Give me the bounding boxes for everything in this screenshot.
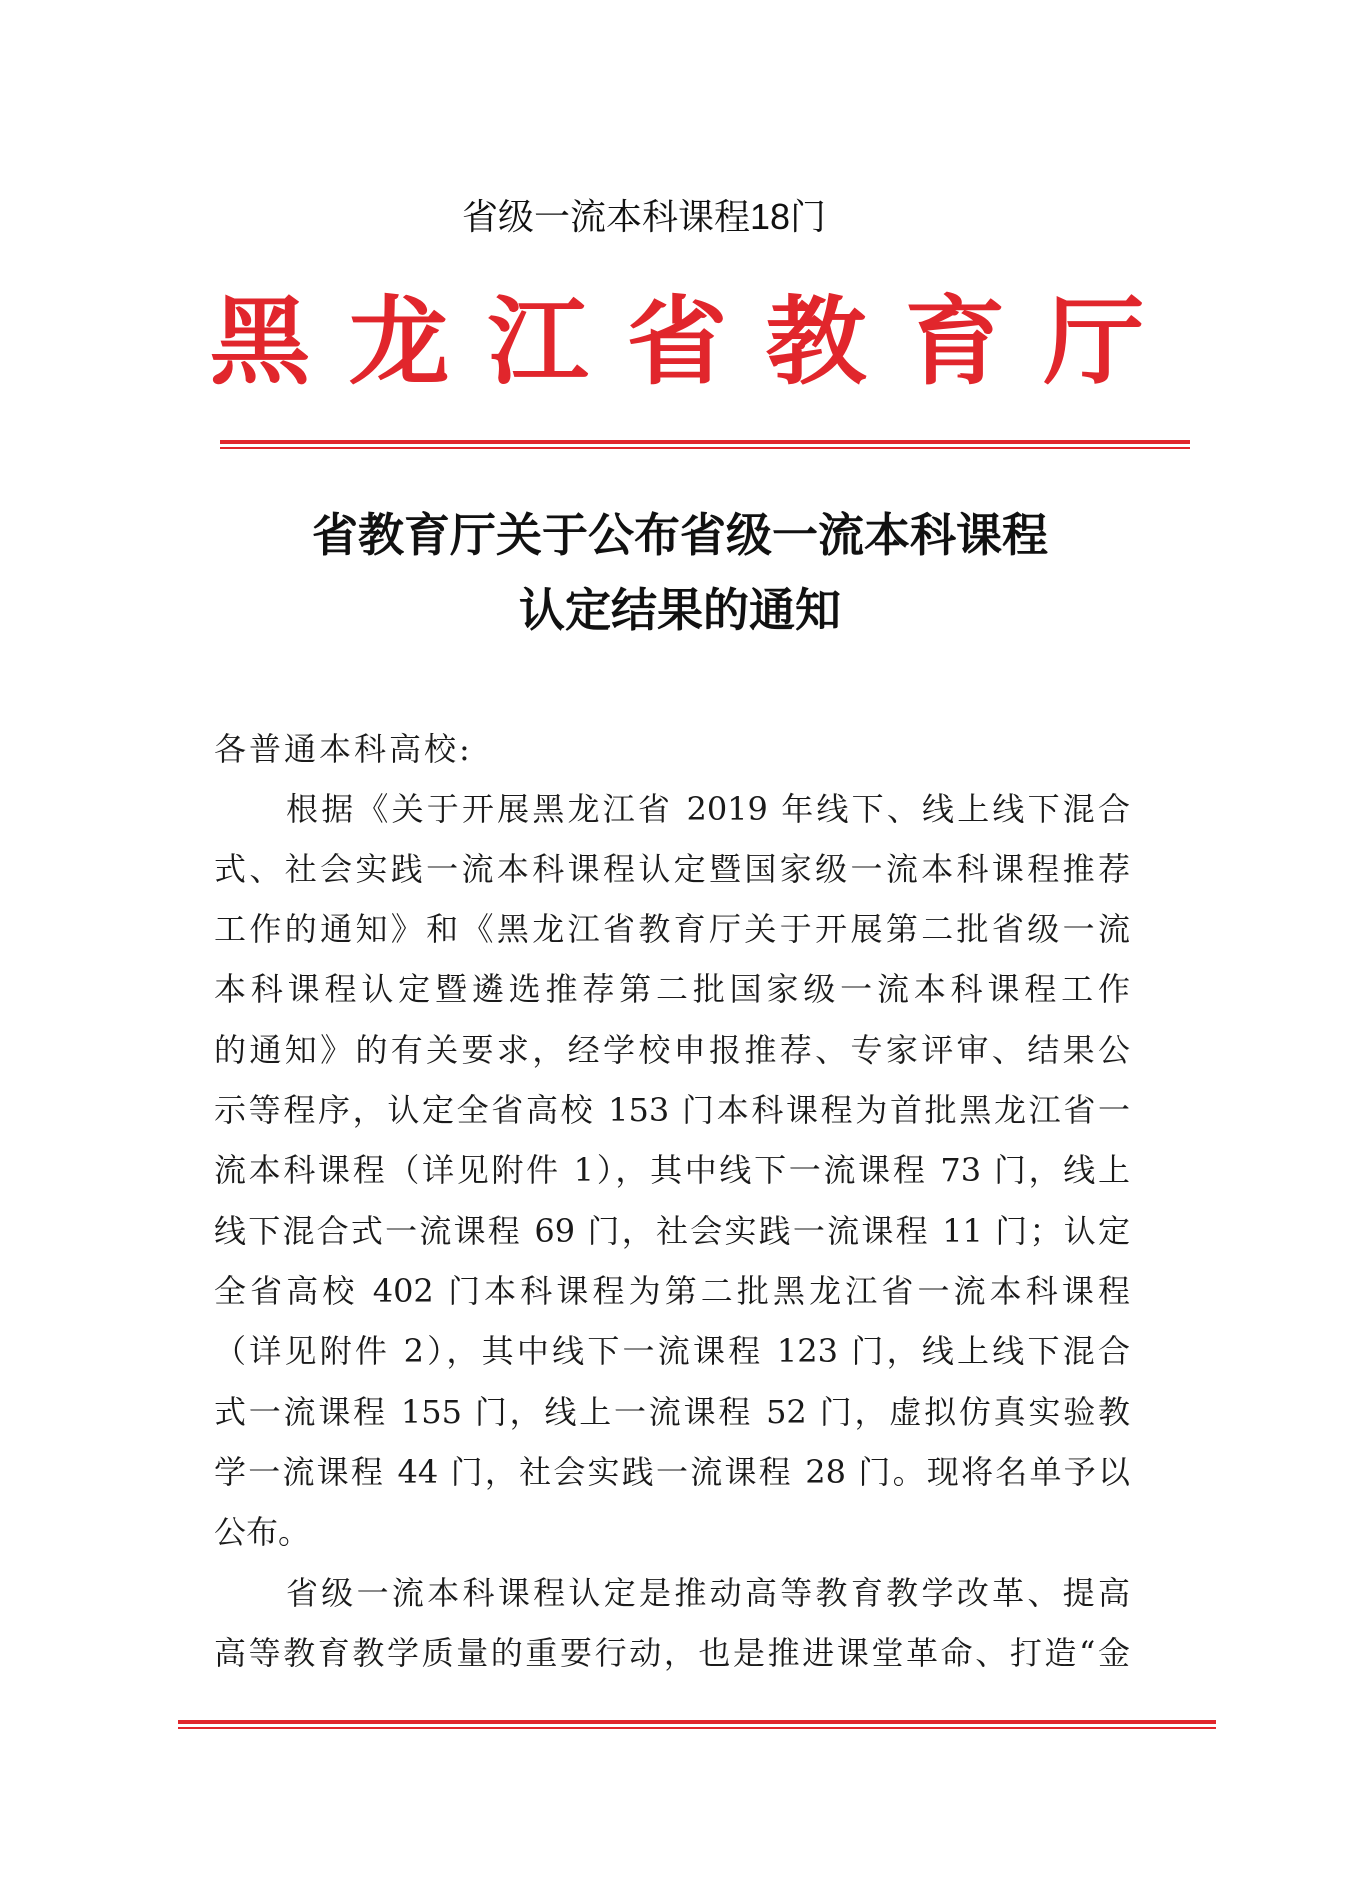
body-line: 工作的通知》和《黑龙江省教育厅关于开展第二批省级一流 bbox=[214, 910, 1130, 948]
body-line: 流本科课程（详见附件 1），其中线下一流课程 73 门，线上 bbox=[214, 1151, 1130, 1189]
masthead-char: 龙 bbox=[348, 285, 450, 398]
body-line: 本科课程认定暨遴选推荐第二批国家级一流本科课程工作 bbox=[214, 970, 1130, 1008]
body-line: 式一流课程 155 门，线上一流课程 52 门，虚拟仿真实验教 bbox=[214, 1393, 1130, 1431]
body-line: 线下混合式一流课程 69 门，社会实践一流课程 11 门；认定 bbox=[214, 1212, 1130, 1250]
document-title-line-2: 认定结果的通知 bbox=[519, 583, 841, 637]
footer-divider-thick bbox=[178, 1720, 1216, 1724]
footer-divider-thin bbox=[178, 1727, 1216, 1729]
document-title-line-1: 省教育厅关于公布省级一流本科课程 bbox=[312, 508, 1048, 562]
body-line: 式、社会实践一流本科课程认定暨国家级一流本科课程推荐 bbox=[214, 850, 1130, 888]
body-line: （详见附件 2），其中线下一流课程 123 门，线上线下混合 bbox=[214, 1332, 1130, 1370]
body-line: 全省高校 402 门本科课程为第二批黑龙江省一流本科课程 bbox=[214, 1272, 1130, 1310]
body-line: 公布。 bbox=[214, 1513, 311, 1551]
masthead-char: 教 bbox=[765, 285, 867, 398]
body-line: 学一流课程 44 门，社会实践一流课程 28 门。现将名单予以 bbox=[214, 1453, 1130, 1491]
handwritten-annotation: 省级一流本科课程18门 bbox=[462, 196, 827, 237]
body-line: 省级一流本科课程认定是推动高等教育教学改革、提高 bbox=[286, 1574, 1130, 1612]
body-line: 示等程序，认定全省高校 153 门本科课程为首批黑龙江省一 bbox=[214, 1091, 1130, 1129]
masthead bbox=[209, 282, 1145, 402]
body-line: 高等教育教学质量的重要行动，也是推进课堂革命、打造“金 bbox=[214, 1634, 1130, 1672]
masthead-char: 育 bbox=[904, 285, 1006, 398]
masthead-char: 江 bbox=[487, 285, 589, 398]
masthead-char: 省 bbox=[626, 285, 728, 398]
masthead-char: 黑 bbox=[209, 285, 311, 398]
masthead-divider-thick bbox=[220, 440, 1190, 444]
salutation: 各普通本科高校: bbox=[214, 730, 473, 768]
masthead-divider-thin bbox=[220, 447, 1190, 449]
body-line: 根据《关于开展黑龙江省 2019 年线下、线上线下混合 bbox=[286, 790, 1130, 828]
masthead-char: 厅 bbox=[1043, 285, 1145, 398]
body-line: 的通知》的有关要求，经学校申报推荐、专家评审、结果公 bbox=[214, 1031, 1130, 1069]
